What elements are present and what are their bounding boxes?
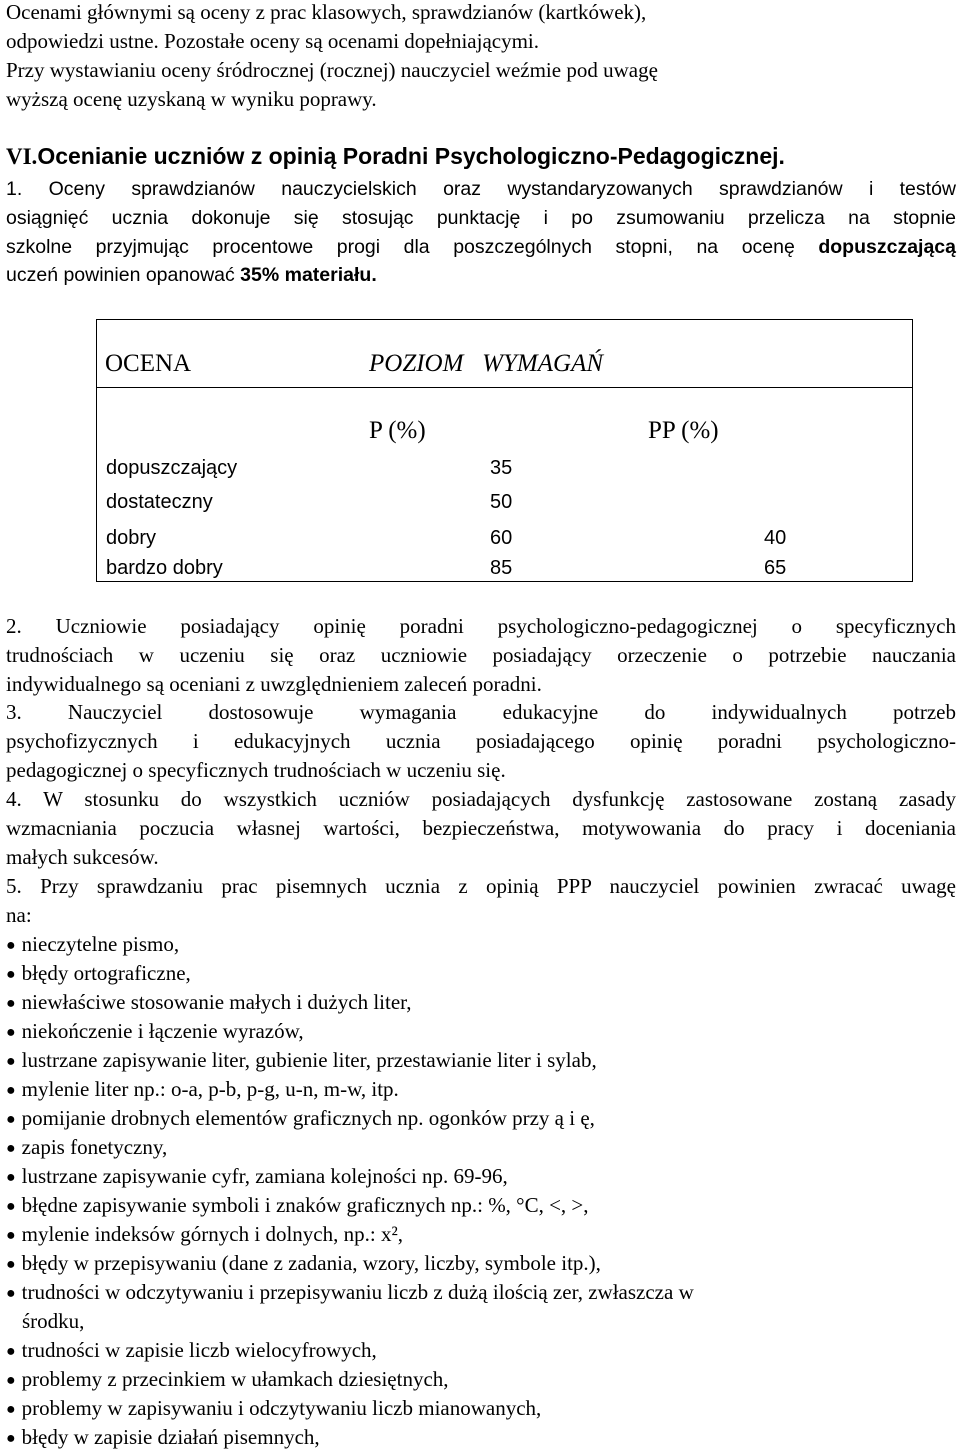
list-item — [6, 992, 412, 1013]
list-item-text: błędy w przepisywaniu (dane z zadania, wzory, liczby, symbole itp.), — [21, 1251, 601, 1275]
bullet-dot-icon: ● — [6, 1082, 16, 1099]
list-item-text: trudności w odczytywaniu i przepisywaniu liczb z dużą ilością zer, zwłaszcza w — [21, 1280, 694, 1304]
bullet-dot-icon: ● — [6, 1053, 16, 1070]
table-cell-pp: 65 — [764, 557, 787, 579]
bullet-dot-icon: ● — [6, 1111, 16, 1128]
para1-line-4-bold: 35% materiału. — [240, 264, 377, 286]
para-line: 2. Uczniowie posiadający opinię poradni psychologiczno-pedagogicznej o specyficznych — [6, 614, 956, 638]
bullet-dot-icon: ● — [6, 1343, 16, 1360]
list-item — [6, 1166, 508, 1187]
list-item-text: pomijanie drobnych elementów graficznych np. ogonków przy ą i ę, — [21, 1106, 595, 1130]
para1-line-3-text: szkolne przyjmując procentowe progi dla poszczególnych stopni, na ocenę — [6, 236, 819, 258]
list-item — [6, 1282, 694, 1303]
bullet-dot-icon: ● — [6, 1024, 16, 1041]
table-header-level: POZIOM WYMAGAŃ — [369, 350, 604, 377]
list-item-text: mylenie indeksów górnych i dolnych, np.: x², — [21, 1222, 403, 1246]
table-row — [106, 457, 906, 487]
bullet-dot-icon: ● — [6, 1140, 16, 1157]
list-item — [6, 1108, 595, 1129]
table-cell-p: 60 — [490, 527, 513, 549]
list-item-text: problemy w zapisywaniu i odczytywaniu liczb mianowanych, — [21, 1396, 542, 1420]
para-line: psychofizycznych i edukacyjnych ucznia posiadającego opinię poradni psychologiczno- — [6, 729, 956, 753]
bullet-dot-icon: ● — [6, 966, 16, 983]
list-item-text: nieczytelne pismo, — [21, 932, 180, 956]
list-item-text: błędy ortograficzne, — [21, 961, 191, 985]
para1-line-3 — [6, 238, 956, 258]
list-item-text: mylenie liter np.: o-a, p-b, p-g, u-n, m-w, itp. — [21, 1077, 399, 1101]
table-cell-grade: bardzo dobry — [106, 557, 223, 579]
table-header-p: P (%) — [369, 417, 426, 444]
table-cell-pp: 40 — [764, 527, 787, 549]
para-line: 5. Przy sprawdzaniu prac pisemnych ucznia z opinią PPP nauczyciel powinien zwracać uwagę — [6, 874, 956, 898]
list-item — [6, 1253, 601, 1274]
bullet-dot-icon: ● — [6, 1372, 16, 1389]
para1-line-1: 1. Oceny sprawdzianów nauczycielskich oraz wystandaryzowanych sprawdzianów i testów — [6, 178, 956, 200]
table-header-divider — [97, 387, 912, 388]
table-cell-p: 50 — [490, 491, 513, 513]
list-item — [6, 1369, 449, 1390]
section-number: VI. — [6, 144, 38, 169]
para-line: trudnościach w uczeniu się oraz uczniowie posiadający orzeczenie o potrzebie nauczania — [6, 643, 956, 667]
table-cell-p: 35 — [490, 457, 513, 479]
list-item-text: lustrzane zapisywanie liter, gubienie liter, przestawianie liter i sylab, — [21, 1048, 597, 1072]
table-cell-grade: dopuszczający — [106, 457, 238, 479]
table-cell-grade: dostateczny — [106, 491, 213, 513]
para1-line-4 — [6, 266, 377, 286]
grading-table — [96, 319, 913, 582]
table-row — [106, 491, 906, 521]
intro-line-2: odpowiedzi ustne. Pozostałe oceny są ocenami dopełniającymi. — [6, 29, 540, 53]
bullet-dot-icon: ● — [6, 1256, 16, 1273]
list-item — [6, 963, 191, 984]
list-item-text: błędne zapisywanie symboli i znaków graficznych np.: %, °C, <, >, — [21, 1193, 589, 1217]
intro-line-1: Ocenami głównymi są oceny z prac klasowych, sprawdzianów (kartkówek), — [6, 0, 647, 24]
list-item — [6, 1195, 589, 1216]
para-line: małych sukcesów. — [6, 845, 159, 869]
para1-line-2: osiągnięć ucznia dokonuje się stosując punktację i po zsumowaniu przelicza na stopnie — [6, 207, 956, 229]
list-item-text: zapis fonetyczny, — [21, 1135, 168, 1159]
bullet-dot-icon: ● — [6, 937, 16, 954]
list-item-text: problemy z przecinkiem w ułamkach dziesiętnych, — [21, 1367, 449, 1391]
para-line: pedagogicznej o specyficznych trudnościach w uczeniu się. — [6, 758, 506, 782]
para-line: na: — [6, 903, 32, 927]
list-item — [6, 1079, 399, 1100]
list-item — [6, 1050, 597, 1071]
list-item — [6, 1021, 304, 1042]
bullet-dot-icon: ● — [6, 1198, 16, 1215]
table-header-pp: PP (%) — [648, 417, 719, 444]
intro-line-3: Przy wystawianiu oceny śródrocznej (rocznej) nauczyciel weźmie pod uwagę — [6, 58, 658, 82]
bullet-dot-icon: ● — [6, 1285, 16, 1302]
list-item-text: trudności w zapisie liczb wielocyfrowych, — [21, 1338, 377, 1362]
bullet-dot-icon: ● — [6, 995, 16, 1012]
table-row — [106, 527, 906, 557]
list-item — [6, 1137, 167, 1158]
table-cell-grade: dobry — [106, 527, 157, 549]
section-heading — [6, 145, 785, 168]
table-header-grade: OCENA — [105, 350, 192, 377]
bullet-dot-icon: ● — [6, 1169, 16, 1186]
bullet-dot-icon: ● — [6, 1430, 16, 1447]
section-title: Ocenianie uczniów z opinią Poradni Psychologiczno-Pedagogicznej. — [37, 143, 785, 169]
table-row — [106, 557, 906, 587]
list-item-text: niewłaściwe stosowanie małych i dużych liter, — [21, 990, 412, 1014]
para-line: 4. W stosunku do wszystkich uczniów posiadających dysfunkcję zastosowane zostaną zasady — [6, 787, 956, 811]
list-item — [6, 1427, 320, 1448]
list-item-text: lustrzane zapisywanie cyfr, zamiana kolejności np. 69-96, — [21, 1164, 508, 1188]
list-item — [6, 1340, 377, 1361]
para-line: wzmacniania poczucia własnej wartości, bezpieczeństwa, motywowania do pracy i doceniania — [6, 816, 956, 840]
list-item-text: błędy w zapisie działań pisemnych, — [21, 1425, 320, 1449]
list-item — [6, 934, 179, 955]
para-line: 3. Nauczyciel dostosowuje wymagania edukacyjne do indywidualnych potrzeb — [6, 700, 956, 724]
intro-line-4: wyższą ocenę uzyskaną w wyniku poprawy. — [6, 87, 377, 111]
list-item-continuation: środku, — [22, 1309, 85, 1333]
list-item-text: niekończenie i łączenie wyrazów, — [21, 1019, 304, 1043]
para1-line-3-bold: dopuszczającą — [818, 236, 956, 258]
para-line: indywidualnego są oceniani z uwzględnieniem zaleceń poradni. — [6, 672, 542, 696]
para1-line-4-text: uczeń powinien opanować — [6, 264, 241, 286]
table-cell-p: 85 — [490, 557, 513, 579]
bullet-dot-icon: ● — [6, 1401, 16, 1418]
list-item — [6, 1224, 403, 1245]
bullet-dot-icon: ● — [6, 1227, 16, 1244]
list-item — [6, 1398, 541, 1419]
